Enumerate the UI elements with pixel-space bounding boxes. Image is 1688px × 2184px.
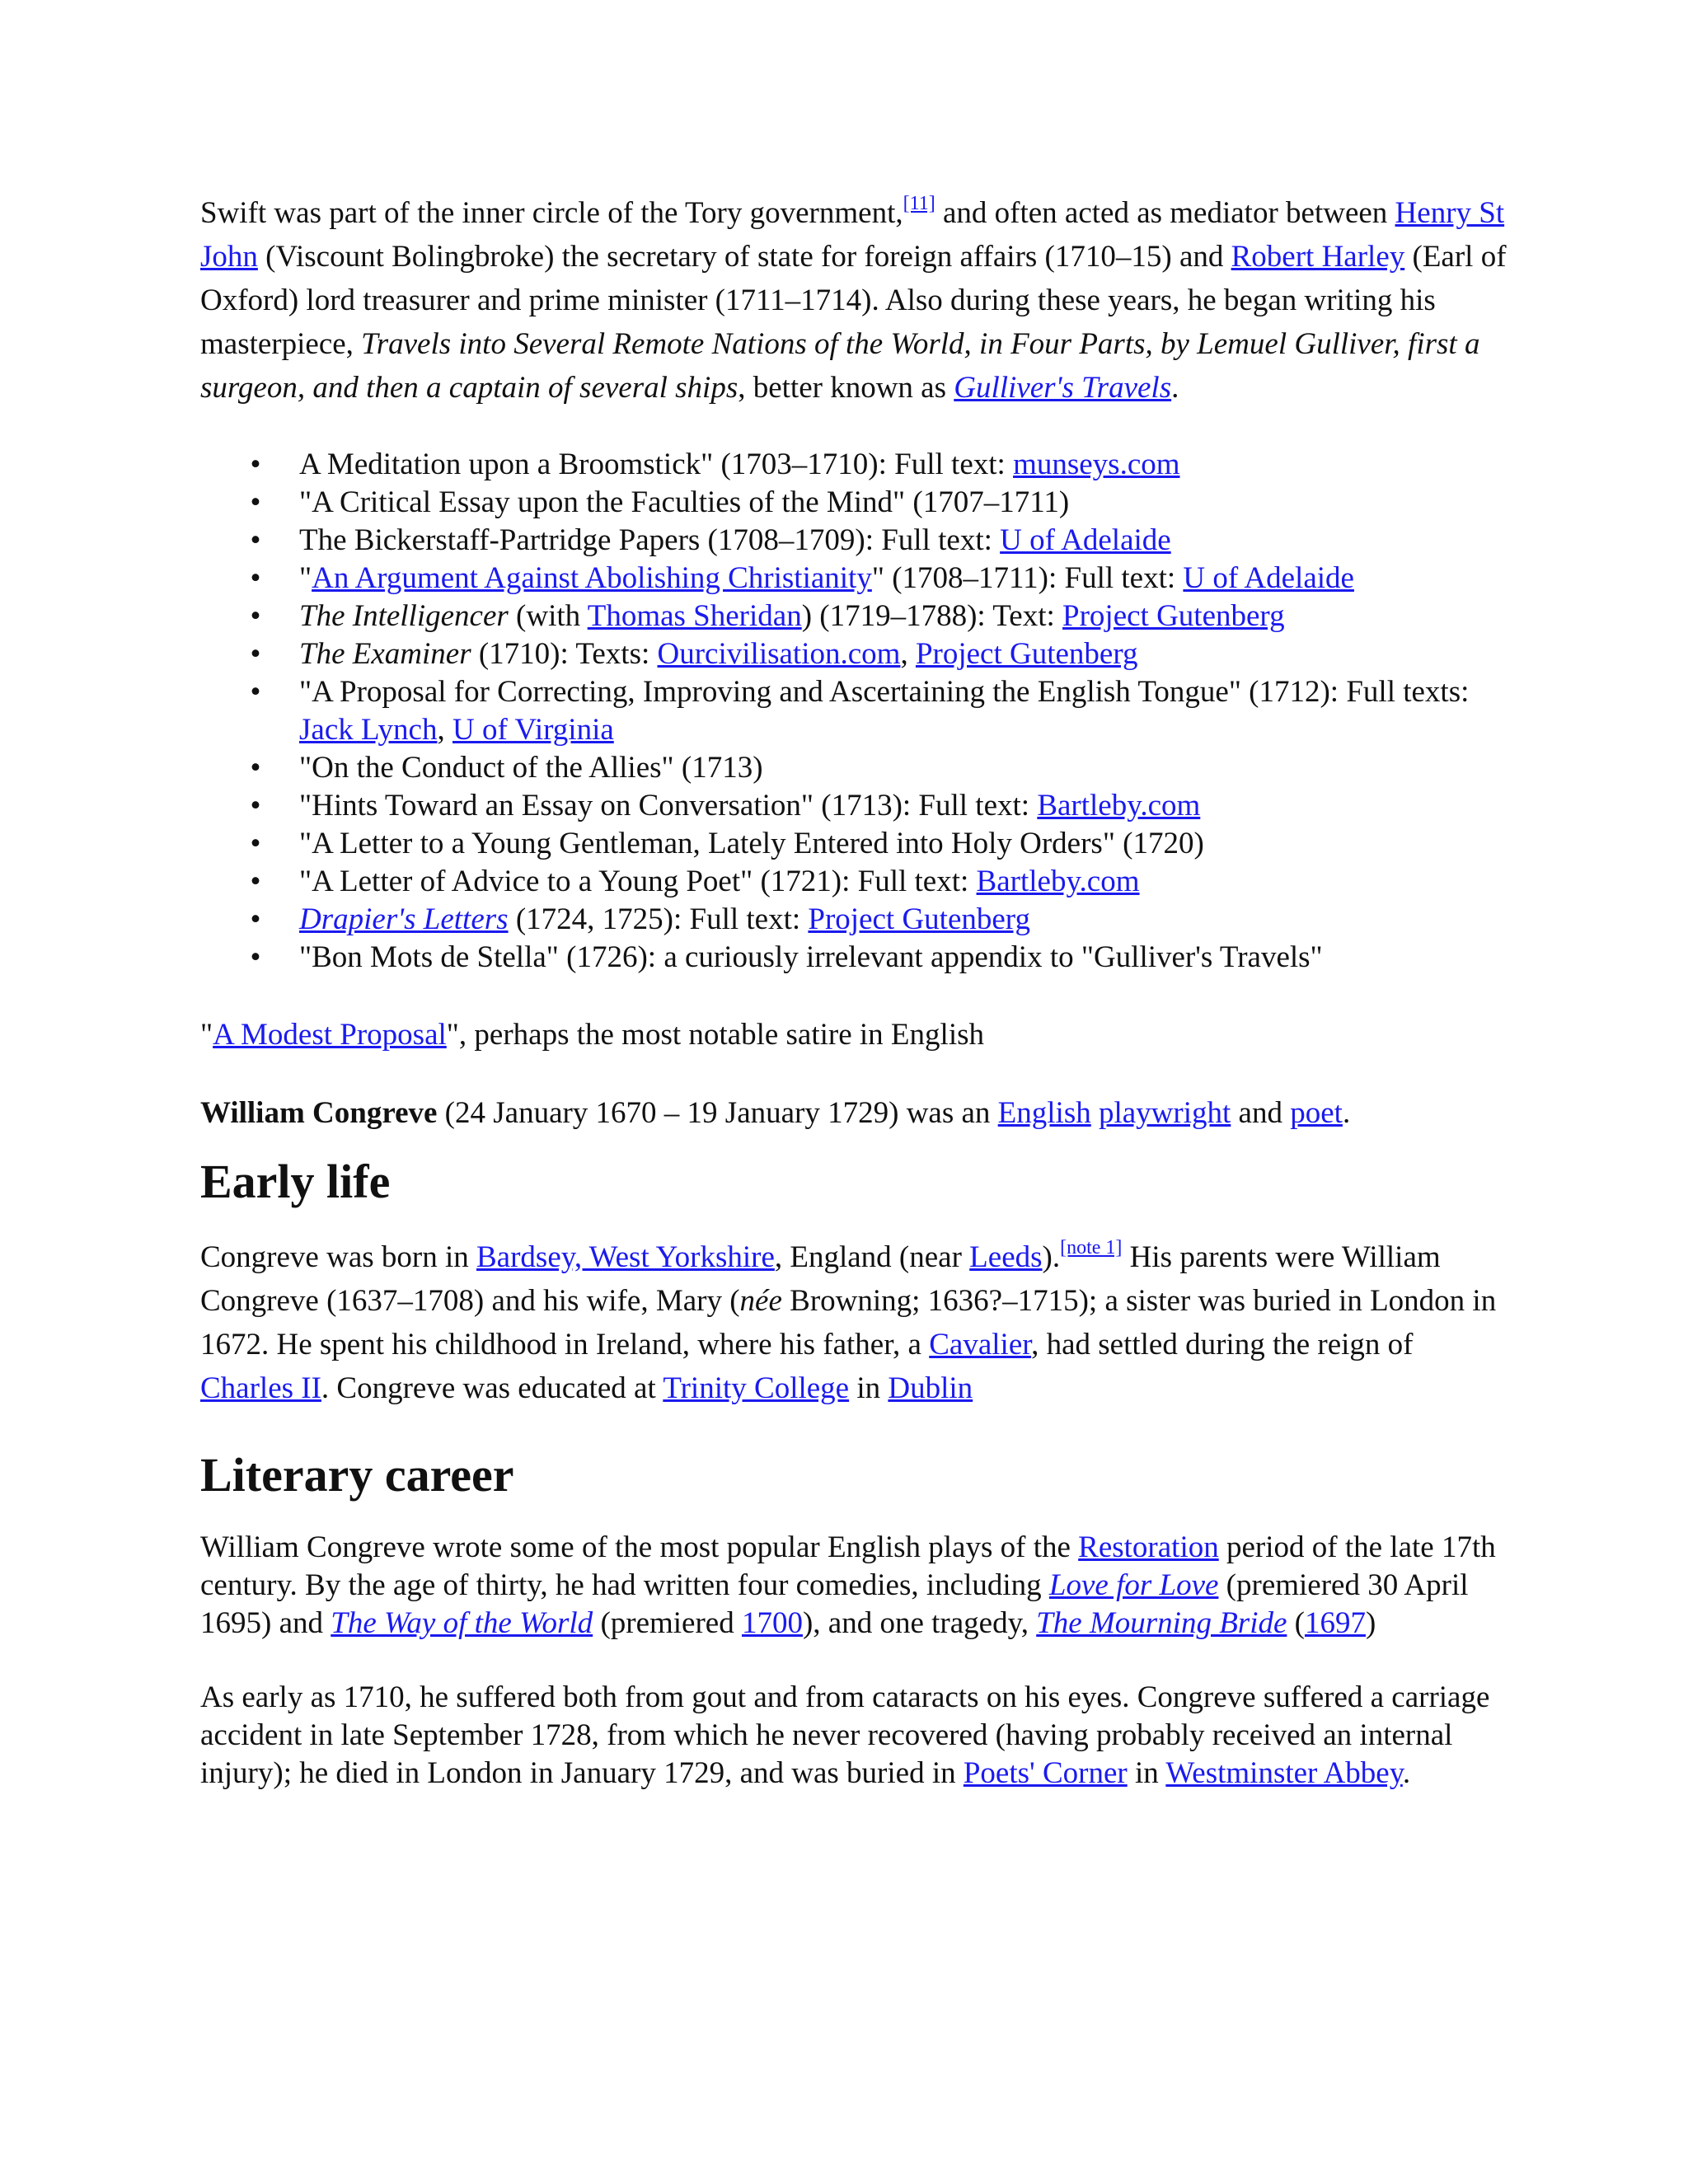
text: " — [200, 1018, 213, 1052]
early-life-paragraph — [200, 1235, 1507, 1410]
drapiers-letters-link[interactable]: Drapier's Letters — [299, 902, 509, 936]
text: ", perhaps the most notable satire in English — [446, 1018, 984, 1052]
leeds-link[interactable]: Leeds — [969, 1240, 1043, 1274]
text: (premiered — [593, 1606, 742, 1640]
year-1697-link[interactable]: 1697 — [1304, 1606, 1366, 1640]
text: , better known as — [738, 371, 954, 405]
text: and — [1231, 1096, 1291, 1130]
bullet-icon: • — [250, 751, 261, 785]
list-item-text: "A Critical Essay upon the Faculties of the Mind" (1707–1711) — [299, 485, 1070, 519]
text: Browning; 1636?–1715); a sister was buried in London in 1672. He spent his childhood in Ireland, where his father, a — [200, 1284, 1497, 1361]
modest-proposal-paragraph — [200, 1013, 1507, 1057]
u-of-adelaide-link[interactable]: U of Adelaide — [1183, 561, 1354, 595]
trinity-college-link[interactable]: Trinity College — [663, 1371, 850, 1405]
text: . — [1402, 1756, 1411, 1790]
bullet-icon: • — [250, 940, 261, 974]
works-list — [200, 446, 1507, 977]
bullet-icon: • — [250, 485, 261, 519]
dublin-link[interactable]: Dublin — [888, 1371, 973, 1405]
work-title: The Examiner — [299, 637, 471, 671]
document-page — [200, 191, 1507, 1793]
work-title: The Intelligencer — [299, 599, 509, 633]
text: (premiered 30 April 1695) and — [200, 1568, 1469, 1640]
argument-against-abolishing-christianity-link[interactable]: An Argument Against Abolishing Christianity — [312, 561, 872, 595]
ourcivilisation-link[interactable]: Ourcivilisation.com — [657, 637, 901, 671]
text: . Congreve was educated at — [321, 1371, 663, 1405]
list-item-text: "A Proposal for Correcting, Improving and Ascertaining the English Tongue" (1712): Full texts: — [299, 675, 1470, 709]
westminster-abbey-link[interactable]: Westminster Abbey — [1165, 1756, 1403, 1790]
bullet-icon: • — [250, 599, 261, 633]
charles-ii-link[interactable]: Charles II — [200, 1371, 321, 1405]
list-item-text: , — [437, 713, 452, 747]
list-item — [250, 635, 1507, 673]
text: (Viscount Bolingbroke) the secretary of state for foreign affairs (1710–15) and — [257, 240, 1231, 274]
list-item — [250, 825, 1507, 863]
list-item — [250, 522, 1507, 560]
text: ( — [1287, 1606, 1305, 1640]
list-item — [250, 598, 1507, 635]
project-gutenberg-link[interactable]: Project Gutenberg — [915, 637, 1138, 671]
bullet-icon: • — [250, 789, 261, 823]
bullet-icon: • — [250, 902, 261, 936]
list-item — [250, 787, 1507, 825]
text: . — [1342, 1096, 1351, 1130]
love-for-love-link[interactable]: Love for Love — [1048, 1568, 1219, 1602]
cavalier-link[interactable]: Cavalier — [929, 1328, 1032, 1361]
u-of-virginia-link[interactable]: U of Virginia — [452, 713, 614, 747]
list-item-text: A Meditation upon a Broomstick" (1703–1710): Full text: — [299, 448, 1014, 481]
text: ). — [1042, 1240, 1061, 1274]
text: Congreve was born in — [200, 1240, 476, 1274]
u-of-adelaide-link[interactable]: U of Adelaide — [1000, 523, 1171, 557]
early-life-heading: Early life — [200, 1155, 391, 1208]
gullivers-travels-link[interactable]: Gulliver's Travels — [954, 371, 1172, 405]
list-item — [250, 749, 1507, 787]
full-title-text: Travels into Several Remote Nations of the World, in Four Parts, by Lemuel Gulliver, first a surgeon, and then a captain of several ships — [200, 327, 1480, 405]
bardsey-link[interactable]: Bardsey, West Yorkshire — [476, 1240, 775, 1274]
congreve-intro-paragraph — [200, 1091, 1507, 1135]
list-item-text: (1710): Texts: — [471, 637, 658, 671]
text: , England (near — [774, 1240, 970, 1274]
text: . — [1171, 371, 1179, 405]
bullet-icon: • — [250, 865, 261, 898]
bullet-icon: • — [250, 637, 261, 671]
list-item-text: " — [299, 561, 312, 595]
text: (24 January 1670 – 19 January 1729) was an — [437, 1096, 998, 1130]
nee-text: née — [739, 1284, 782, 1318]
citation-11-link[interactable]: [11] — [903, 193, 935, 214]
later-life-paragraph — [200, 1679, 1507, 1793]
poets-corner-link[interactable]: Poets' Corner — [963, 1756, 1128, 1790]
text: and often acted as mediator between — [935, 196, 1395, 230]
playwright-link[interactable]: playwright — [1098, 1096, 1231, 1130]
text — [1091, 1096, 1099, 1130]
year-1700-link[interactable]: 1700 — [741, 1606, 803, 1640]
congreve-name: William Congreve — [200, 1096, 438, 1130]
project-gutenberg-link[interactable]: Project Gutenberg — [1062, 599, 1285, 633]
list-item-text: " (1708–1711): Full text: — [871, 561, 1184, 595]
text: in — [1127, 1756, 1166, 1790]
text: (Earl of Oxford) lord treasurer and prime minister (1711–1714). Also during these years, he began writing his masterpiece, — [200, 240, 1507, 361]
mourning-bride-link[interactable]: The Mourning Bride — [1036, 1606, 1287, 1640]
list-item — [250, 901, 1507, 939]
list-item-text: (with — [508, 599, 588, 633]
text: in — [849, 1371, 889, 1405]
literary-career-paragraph — [200, 1529, 1507, 1643]
text: , had settled during the reign of — [1031, 1328, 1414, 1361]
list-item — [250, 560, 1507, 598]
list-item-text: "On the Conduct of the Allies" (1713) — [299, 751, 763, 785]
text: As early as 1710, he suffered both from gout and from cataracts on his eyes. Congreve suffered a carriage accident in late September 1728, from which he never recovered (having probably received an internal injury); he died in London in January 1729, and was buried in — [200, 1680, 1490, 1790]
text: His parents were William Congreve (1637–1708) and his wife, Mary ( — [200, 1240, 1441, 1318]
bartleby-link[interactable]: Bartleby.com — [976, 865, 1140, 898]
robert-harley-link[interactable]: Robert Harley — [1231, 240, 1405, 274]
list-item-text: "A Letter to a Young Gentleman, Lately Entered into Holy Orders" (1720) — [299, 827, 1204, 860]
way-of-the-world-link[interactable]: The Way of the World — [331, 1606, 593, 1640]
munseys-link[interactable]: munseys.com — [1013, 448, 1180, 481]
bullet-icon: • — [250, 561, 261, 595]
thomas-sheridan-link[interactable]: Thomas Sheridan — [587, 599, 802, 633]
swift-paragraph — [200, 191, 1507, 410]
bullet-icon: • — [250, 827, 261, 860]
bullet-icon: • — [250, 448, 261, 481]
bullet-icon: • — [250, 523, 261, 557]
project-gutenberg-link[interactable]: Project Gutenberg — [808, 902, 1030, 936]
bartleby-link[interactable]: Bartleby.com — [1037, 789, 1201, 823]
list-item-text: ) (1719–1788): Text: — [801, 599, 1063, 633]
list-item-text: "Hints Toward an Essay on Conversation" (1713): Full text: — [299, 789, 1038, 823]
text: William Congreve wrote some of the most popular English plays of the — [200, 1530, 1079, 1564]
list-item — [250, 863, 1507, 901]
list-item — [250, 484, 1507, 522]
list-item-text: "A Letter of Advice to a Young Poet" (1721): Full text: — [299, 865, 977, 898]
note-1-link[interactable]: [note 1] — [1060, 1237, 1123, 1258]
text: ), and one tragedy, — [802, 1606, 1037, 1640]
list-item — [250, 446, 1507, 484]
poet-link[interactable]: poet — [1290, 1096, 1343, 1130]
list-item — [250, 939, 1507, 977]
restoration-link[interactable]: Restoration — [1078, 1530, 1219, 1564]
text: period of the late 17th century. By the age of thirty, he had written four comedies, including — [200, 1530, 1496, 1602]
list-item — [250, 673, 1507, 749]
text: ) — [1365, 1606, 1376, 1640]
list-item-text: The Bickerstaff-Partridge Papers (1708–1709): Full text: — [299, 523, 1001, 557]
list-item-text: "Bon Mots de Stella" (1726): a curiously irrelevant appendix to "Gulliver's Travels" — [299, 940, 1323, 974]
text: Swift was part of the inner circle of the Tory government, — [200, 196, 903, 230]
bullet-icon: • — [250, 675, 261, 709]
modest-proposal-link[interactable]: A Modest Proposal — [213, 1018, 447, 1052]
english-link[interactable]: English — [997, 1096, 1091, 1130]
jack-lynch-link[interactable]: Jack Lynch — [299, 713, 438, 747]
list-item-text: , — [900, 637, 916, 671]
list-item-text: (1724, 1725): Full text: — [508, 902, 809, 936]
henry-st-john-link[interactable]: Henry St John — [200, 196, 1505, 274]
literary-career-heading: Literary career — [200, 1448, 514, 1502]
